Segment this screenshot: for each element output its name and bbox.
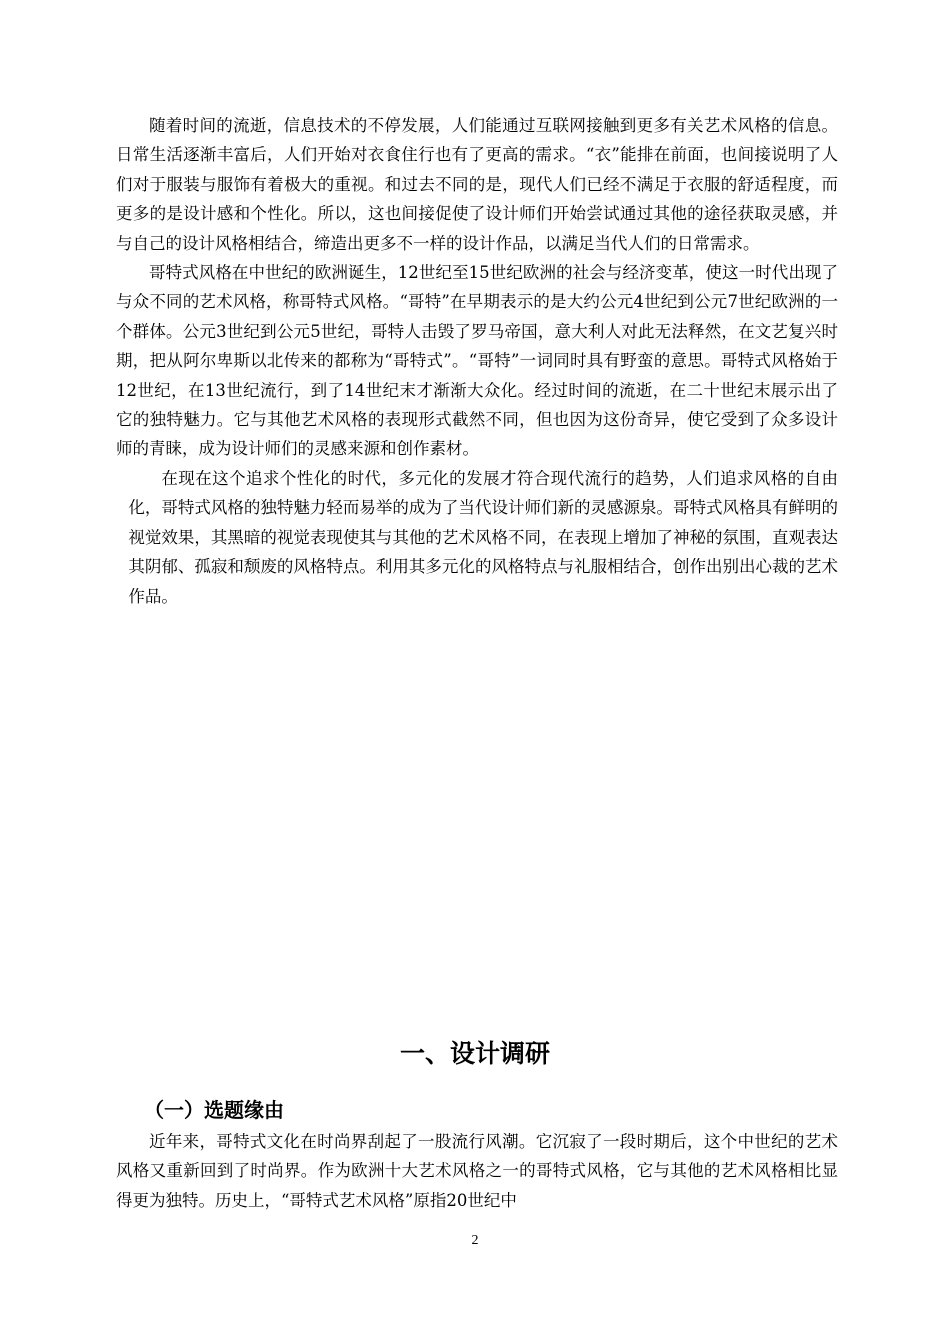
section-heading: （一）选题缘由	[144, 1098, 284, 1122]
section-text-block	[116, 1127, 838, 1215]
paragraph-gothic-modern: 在现在这个追求个性化的时代，多元化的发展才符合现代流行的趋势，人们追求风格的自由化，哥特式风格的独特魅力轻而易举的成为了当代设计师们新的灵感源泉。哥特式风格具有鲜明的视觉效果，其黑暗的视觉表现使其与其他的艺术风格不同，在表现上增加了神秘的氛围，直观表达其阴郁、孤寂和颓废的风格特点。利用其多元化的风格特点与礼服相结合，创作出别出心裁的艺术作品。	[128, 468, 838, 606]
paragraph-gothic-origin: 哥特式风格在中世纪的欧洲诞生，12世纪至15世纪欧洲的社会与经济变革，使这一时代出现了与众不同的艺术风格，称哥特式风格。“哥特”在早期表示的是大约公元4世纪到公元7世纪欧洲的一个群体。公元3世纪到公元5世纪，哥特人击毁了罗马帝国，意大利人对此无法释然，在文艺复兴时期，把从阿尔卑斯以北传来的都称为“哥特式”。“哥特”一词同时具有野蛮的意思。哥特式风格始于12世纪，在13世纪流行，到了14世纪末才渐渐大众化。经过时间的流逝，在二十世纪末展示出了它的独特魅力。它与其他艺术风格的表现形式截然不同，但也因为这份奇异，使它受到了众多设计师的青睐，成为设计师们的灵感来源和创作素材。	[116, 263, 838, 459]
paragraph-information-age: 随着时间的流逝，信息技术的不停发展，人们能通过互联网接触到更多有关艺术风格的信息。日常生活逐渐丰富后，人们开始对衣食住行也有了更高的需求。“衣”能排在前面，也间接说明了人们对于服装与服饰有着极大的重视。和过去不同的是，现代人们已经不满足于衣服的舒适程度，而更多的是设计感和个性化。所以，这也间接促使了设计师们开始尝试通过其他的途径获取灵感，并与自己的设计风格相结合，缔造出更多不一样的设计作品，以满足当代人们的日常需求。	[116, 116, 838, 253]
paragraph-topic-reason: 近年来，哥特式文化在时尚界刮起了一股流行风潮。它沉寂了一段时期后，这个中世纪的艺术风格又重新回到了时尚界。作为欧洲十大艺术风格之一的哥特式风格，它与其他的艺术风格相比显得更为独特。历史上，“哥特式艺术风格”原指20世纪中	[116, 1132, 838, 1210]
chapter-heading: 一、设计调研	[399, 1039, 550, 1068]
intro-text-block	[116, 111, 838, 611]
page-number: 2	[471, 1233, 479, 1248]
